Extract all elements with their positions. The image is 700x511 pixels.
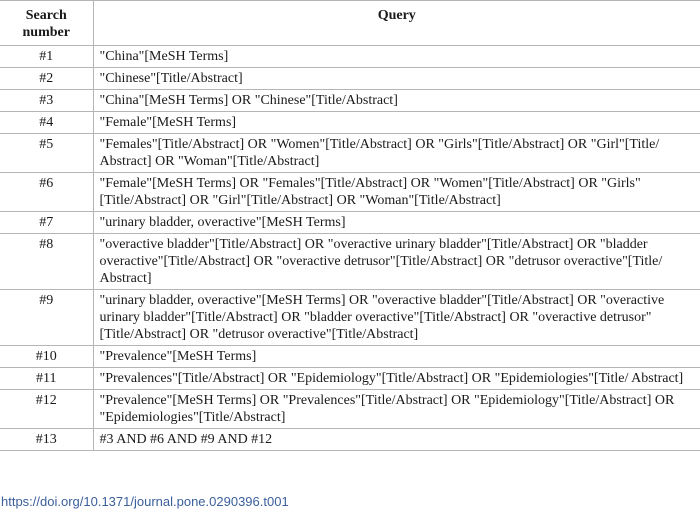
table-row	[0, 212, 700, 234]
query-cell: "urinary bladder, overactive"[MeSH Terms]	[93, 212, 700, 234]
search-number-cell: #4	[0, 112, 93, 134]
search-number-cell: #9	[0, 290, 93, 346]
search-number-cell: #11	[0, 368, 93, 390]
search-number-cell: #10	[0, 346, 93, 368]
query-cell: "Prevalences"[Title/Abstract] OR "Epidemiology"[Title/Abstract] OR "Epidemiologies"[Title/ Abstract]	[93, 368, 700, 390]
table-row	[0, 134, 700, 173]
query-cell: "Prevalence"[MeSH Terms]	[93, 346, 700, 368]
table-row	[0, 290, 700, 346]
search-number-cell: #2	[0, 68, 93, 90]
search-number-cell: #5	[0, 134, 93, 173]
query-cell: "Chinese"[Title/Abstract]	[93, 68, 700, 90]
doi-link[interactable]: https://doi.org/10.1371/journal.pone.0290396.t001	[1, 494, 289, 509]
query-cell: "Female"[MeSH Terms] OR "Females"[Title/Abstract] OR "Women"[Title/Abstract] OR "Girls"[Title/Abstract] OR "Girl"[Title/Abstract] OR "Woman"[Title/Abstract]	[93, 173, 700, 212]
search-number-cell: #3	[0, 90, 93, 112]
search-number-header-line1: Search	[25, 8, 67, 23]
table-row	[0, 368, 700, 390]
query-cell: "China"[MeSH Terms]	[93, 46, 700, 68]
table-row	[0, 173, 700, 212]
table-row	[0, 429, 700, 451]
table-row	[0, 112, 700, 134]
query-header: Query	[93, 1, 700, 46]
query-cell: "China"[MeSH Terms] OR "Chinese"[Title/Abstract]	[93, 90, 700, 112]
table-row	[0, 68, 700, 90]
query-cell: "Prevalence"[MeSH Terms] OR "Prevalences"[Title/Abstract] OR "Epidemiology"[Title/Abstract] OR "Epidemiologies"[Title/Abstract]	[93, 390, 700, 429]
search-number-cell: #13	[0, 429, 93, 451]
search-number-cell: #12	[0, 390, 93, 429]
query-cell: "Female"[MeSH Terms]	[93, 112, 700, 134]
query-cell: "urinary bladder, overactive"[MeSH Terms] OR "overactive bladder"[Title/Abstract] OR "overactive urinary bladder"[Title/Abstract] OR "bladder overactive"[Title/Abstract] OR "overactive detrusor"[Title/Abstract] OR "detrusor overactive"[Title/Abstract]	[93, 290, 700, 346]
table-row	[0, 46, 700, 68]
table-row	[0, 390, 700, 429]
search-number-cell: #7	[0, 212, 93, 234]
query-cell: #3 AND #6 AND #9 AND #12	[93, 429, 700, 451]
search-number-cell: #6	[0, 173, 93, 212]
search-number-cell: #8	[0, 234, 93, 290]
search-number-header	[0, 1, 93, 46]
table-row	[0, 346, 700, 368]
query-cell: "Females"[Title/Abstract] OR "Women"[Title/Abstract] OR "Girls"[Title/Abstract] OR "Girl"[Title/ Abstract] OR "Woman"[Title/Abstract]	[93, 134, 700, 173]
query-cell: "overactive bladder"[Title/Abstract] OR "overactive urinary bladder"[Title/Abstract] OR "bladder overactive"[Title/Abstract] OR "overactive detrusor"[Title/Abstract] OR "detrusor overactive"[Title/ Abstract]	[93, 234, 700, 290]
search-number-cell: #1	[0, 46, 93, 68]
table-header-row	[0, 1, 700, 46]
table-row	[0, 234, 700, 290]
search-number-header-line2: number	[22, 25, 70, 40]
table-row	[0, 90, 700, 112]
